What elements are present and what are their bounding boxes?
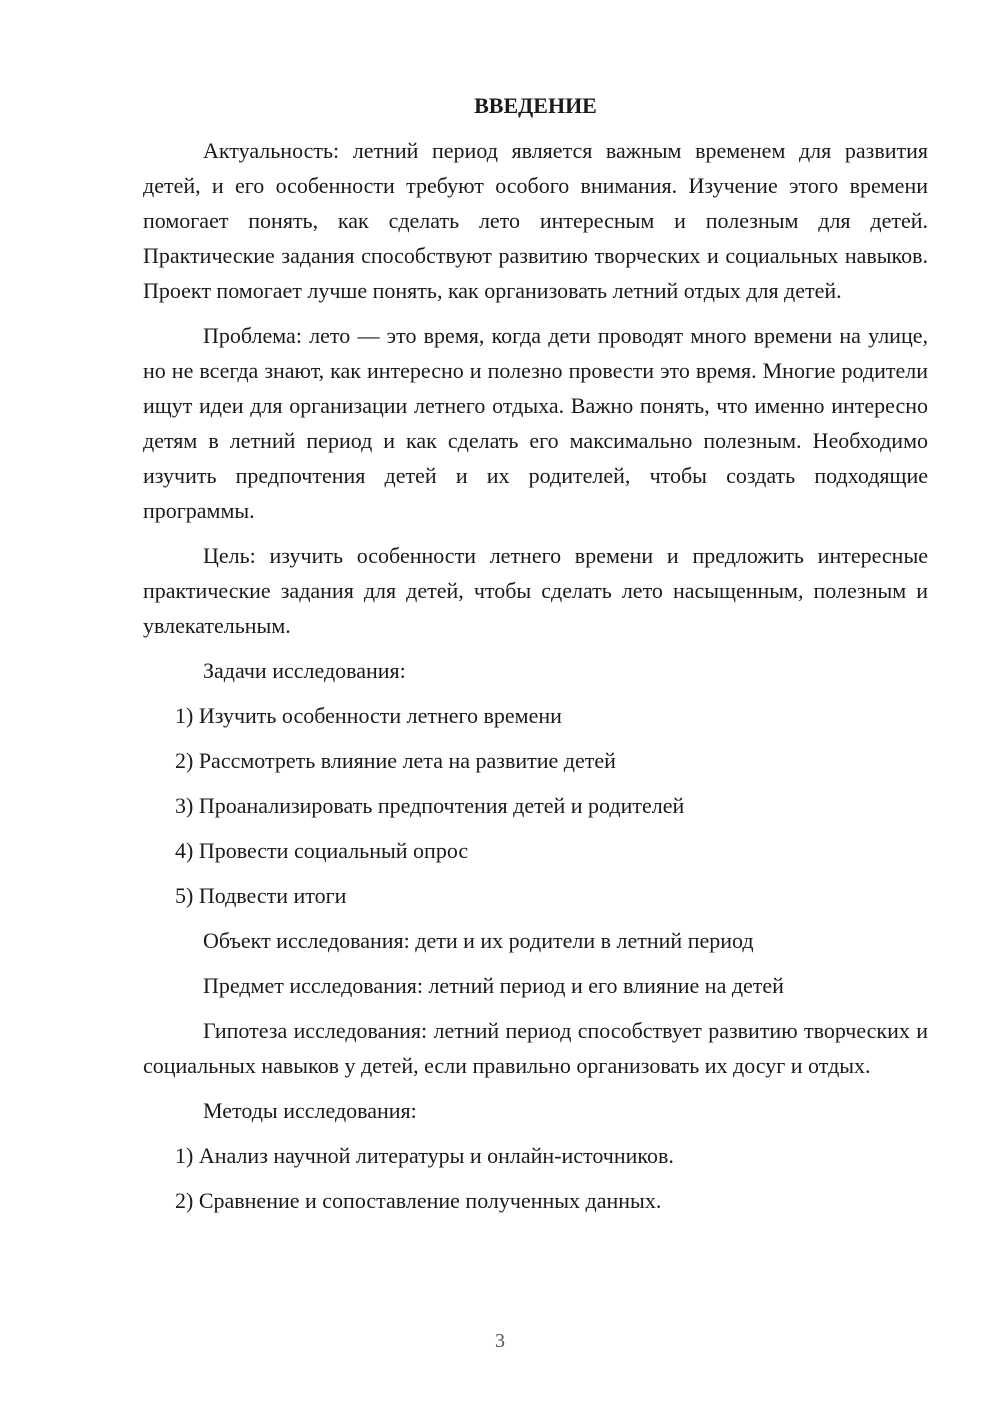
- tasks-list: [143, 698, 928, 913]
- list-item: 4) Провести социальный опрос: [175, 838, 469, 863]
- goal-paragraph: Цель: изучить особенности летнего времени и предложить интересные практические задания для детей, чтобы сделать лето насыщенным, полезным и увлекательным.: [143, 543, 928, 638]
- object-line: Объект исследования: дети и их родители в летний период: [203, 928, 754, 953]
- methods-list: [143, 1138, 928, 1218]
- tasks-heading: Задачи исследования:: [203, 658, 406, 683]
- hypothesis-paragraph: Гипотеза исследования: летний период способствует развитию творческих и социальных навыков у детей, если правильно организовать их досуг и отдых.: [143, 1018, 928, 1078]
- list-item: 5) Подвести итоги: [175, 883, 347, 908]
- subject-line: Предмет исследования: летний период и его влияние на детей: [203, 973, 784, 998]
- list-item: 2) Рассмотреть влияние лета на развитие детей: [175, 748, 616, 773]
- list-item: 2) Сравнение и сопоставление полученных данных.: [175, 1188, 662, 1213]
- document-page: [143, 88, 928, 1228]
- section-title: ВВЕДЕНИЕ: [474, 93, 597, 118]
- methods-heading: Методы исследования:: [203, 1098, 417, 1123]
- relevance-paragraph: Актуальность: летний период является важным временем для развития детей, и его особенности требуют особого внимания. Изучение этого времени помогает понять, как сделать лето интересным и полезным для детей. Практические задания способствуют развитию творческих и социальных навыков. Проект помогает лучше понять, как организовать летний отдых для детей.: [143, 138, 928, 303]
- page-number: 3: [495, 1330, 505, 1352]
- list-item: 1) Изучить особенности летнего времени: [175, 703, 562, 728]
- problem-paragraph: Проблема: лето — это время, когда дети проводят много времени на улице, но не всегда знают, как интересно и полезно провести это время. Многие родители ищут идеи для организации летнего отдыха. Важно понять, что именно интересно детям в летний период и как сделать его максимально полезным. Необходимо изучить предпочтения детей и их родителей, чтобы создать подходящие программы.: [143, 323, 928, 523]
- list-item: 3) Проанализировать предпочтения детей и родителей: [175, 793, 685, 818]
- list-item: 1) Анализ научной литературы и онлайн-источников.: [175, 1143, 674, 1168]
